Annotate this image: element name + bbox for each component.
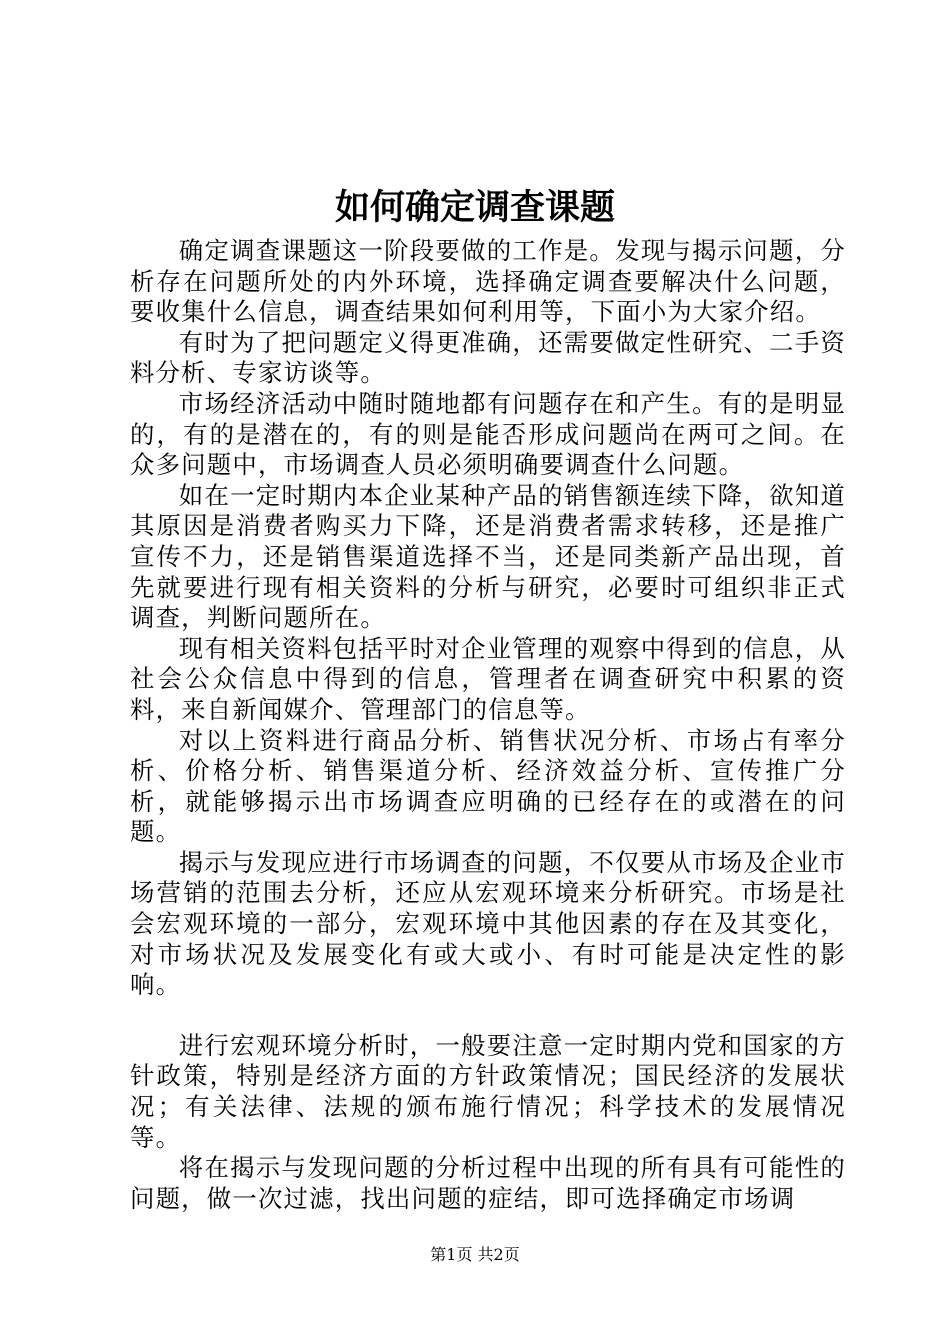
page-number: 第1页 共2页 [430,1245,520,1264]
paragraph: 对以上资料进行商品分析、销售状况分析、市场占有率分析、价格分析、销售渠道分析、经济效益分析、宣传推广分析，就能够揭示出市场调查应明确的已经存在的或潜在的问题。 [130,725,846,847]
paragraph: 揭示与发现应进行市场调查的问题，不仅要从市场及企业市场营销的范围去分析，还应从宏观环境来分析研究。市场是社会宏观环境的一部分，宏观环境中其他因素的存在及其变化，对市场状况及发展变化有或大或小、有时可能是决定性的影响。 [130,847,846,1000]
page-title: 如何确定调查课题 [334,187,615,228]
paragraph: 市场经济活动中随时随地都有问题存在和产生。有的是明显的，有的是潜在的，有的则是能否形成问题尚在两可之间。在众多问题中，市场调查人员必须明确要调查什么问题。 [130,388,846,480]
paragraph: 现有相关资料包括平时对企业管理的观察中得到的信息，从社会公众信息中得到的信息，管理者在调查研究中积累的资料，来自新闻媒介、管理部门的信息等。 [130,633,846,724]
paragraph: 有时为了把问题定义得更准确，还需要做定性研究、二手资料分析、专家访谈等。 [130,327,846,388]
document-body [130,236,846,1214]
paragraph-gap [130,1001,846,1031]
paragraph: 将在揭示与发现问题的分析过程中出现的所有具有可能性的问题，做一次过滤，找出问题的症结，即可选择确定市场调 [130,1153,846,1213]
paragraph: 如在一定时期内本企业某种产品的销售额连续下降，欲知道其原因是消费者购买力下降，还是消费者需求转移，还是推广宣传不力，还是销售渠道选择不当，还是同类新产品出现，首先就要进行现有相关资料的分析与研究，必要时可组织非正式调查，判断问题所在。 [130,480,846,633]
paragraph: 确定调查课题这一阶段要做的工作是。发现与揭示问题，分析存在问题所处的内外环境，选择确定调查要解决什么问题，要收集什么信息，调查结果如何利用等，下面小为大家介绍。 [130,236,846,327]
paragraph: 进行宏观环境分析时，一般要注意一定时期内党和国家的方针政策，特别是经济方面的方针政策情况；国民经济的发展状况；有关法律、法规的颁布施行情况；科学技术的发展情况等。 [130,1030,846,1152]
